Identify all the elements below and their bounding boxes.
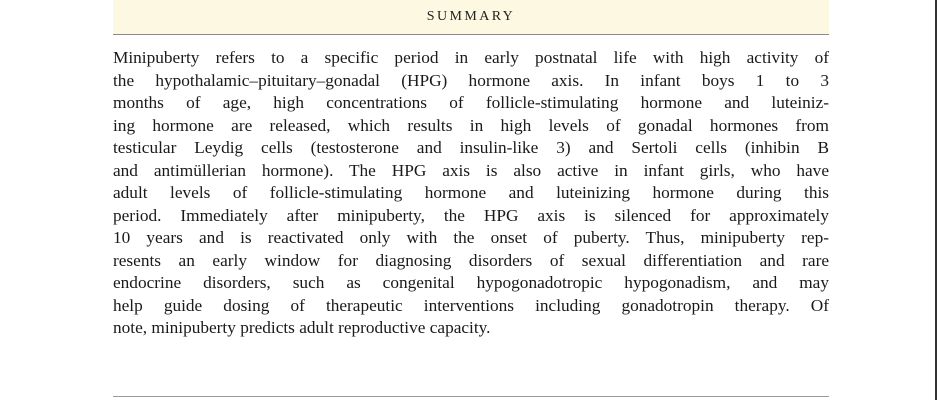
- summary-title: SUMMARY: [426, 9, 516, 24]
- summary-body: [113, 47, 829, 340]
- summary-line: period. Immediately after minipuberty, the HPG axis is silenced for approximately: [113, 205, 829, 225]
- summary-line: endocrine disorders, such as congenital hypogonadotropic hypogonadism, and may: [113, 273, 829, 292]
- summary-line: months of age, high concentrations of follicle-stimulating hormone and luteiniz-: [113, 93, 829, 112]
- summary-line: note, minipuberty predicts adult reproductive capacity.: [113, 318, 491, 337]
- summary-line: testicular Leydig cells (testosterone and insulin-like 3) and Sertoli cells (inhibin B: [113, 138, 829, 157]
- bottom-divider: [113, 396, 829, 397]
- summary-line: resents an early window for diagnosing disorders of sexual differentiation and rare: [113, 250, 829, 270]
- summary-box: [113, 0, 829, 400]
- summary-line: Minipuberty refers to a specific period in early postnatal life with high activity of: [113, 48, 829, 67]
- summary-line: ing hormone are released, which results in high levels of gonadal hormones from: [113, 115, 829, 135]
- summary-line: and antimüllerian hormone). The HPG axis is also active in infant girls, who have: [113, 160, 829, 180]
- summary-line: 10 years and is reactivated only with the onset of puberty. Thus, minipuberty rep-: [113, 228, 829, 247]
- summary-line: the hypothalamic–pituitary–gonadal (HPG) hormone axis. In infant boys 1 to 3: [113, 70, 829, 90]
- page-edge-border: [935, 0, 937, 400]
- summary-line: help guide dosing of therapeutic interventions including gonadotropin therapy. Of: [113, 295, 829, 315]
- summary-header: [113, 0, 829, 35]
- summary-line: adult levels of follicle-stimulating hormone and luteinizing hormone during this: [113, 183, 829, 202]
